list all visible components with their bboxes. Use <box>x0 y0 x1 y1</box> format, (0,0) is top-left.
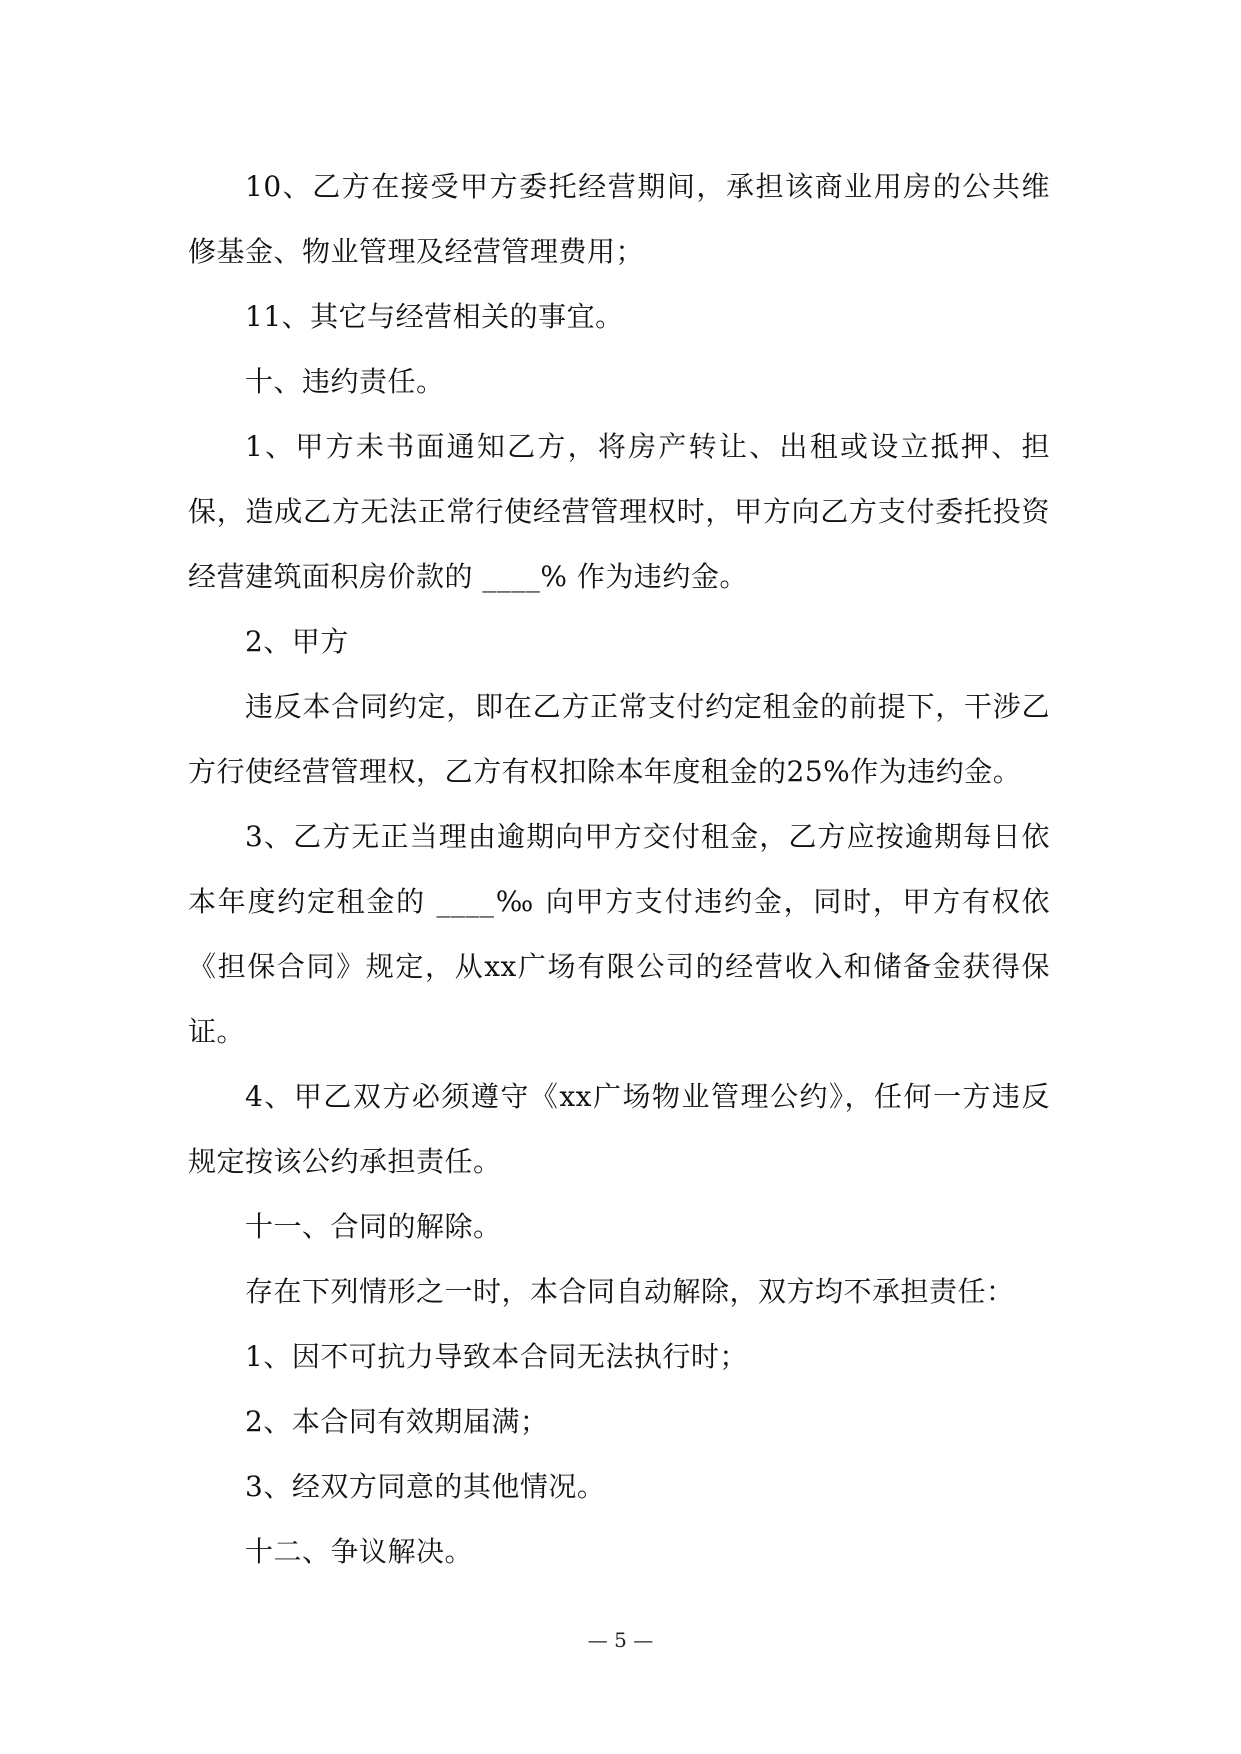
paragraph-clause-11: 11、其它与经营相关的事宜。 <box>245 300 624 333</box>
paragraph-termination-2: 2、本合同有效期届满； <box>245 1405 549 1438</box>
section-heading-dispute: 十二、争议解决。 <box>245 1535 474 1568</box>
paragraph-breach-2-body: 违反本合同约定，即在乙方正常支付约定租金的前提下，干涉乙方行使经营管理权，乙方有权扣除本年度租金的25%作为违约金。 <box>188 690 1050 788</box>
paragraph-breach-4: 4、甲乙双方必须遵守《xx广场物业管理公约》，任何一方违反规定按该公约承担责任。 <box>188 1080 1050 1178</box>
paragraph-termination-3: 3、经双方同意的其他情况。 <box>245 1470 606 1503</box>
section-heading-termination: 十一、合同的解除。 <box>245 1210 502 1243</box>
paragraph-clause-10: 10、乙方在接受甲方委托经营期间，承担该商业用房的公共维修基金、物业管理及经营管理费用； <box>188 170 1050 268</box>
document-body <box>188 154 1050 1584</box>
paragraph-breach-2: 2、甲方 <box>245 625 349 658</box>
paragraph-termination-1: 1、因不可抗力导致本合同无法执行时； <box>245 1340 748 1373</box>
paragraph-breach-1: 1、甲方未书面通知乙方，将房产转让、出租或设立抵押、担保，造成乙方无法正常行使经营管理权时，甲方向乙方支付委托投资经营建筑面积房价款的 ____% 作为违约金。 <box>188 430 1050 593</box>
paragraph-termination-intro: 存在下列情形之一时，本合同自动解除，双方均不承担责任： <box>245 1275 1015 1308</box>
section-heading-breach: 十、违约责任。 <box>245 365 445 398</box>
paragraph-breach-3: 3、乙方无正当理由逾期向甲方交付租金，乙方应按逾期每日依本年度约定租金的 ____‰ 向甲方支付违约金，同时，甲方有权依《担保合同》规定，从xx广场有限公司的经营收入和储备金获得保证。 <box>188 820 1050 1048</box>
page-number: — 5 — <box>587 1628 654 1652</box>
